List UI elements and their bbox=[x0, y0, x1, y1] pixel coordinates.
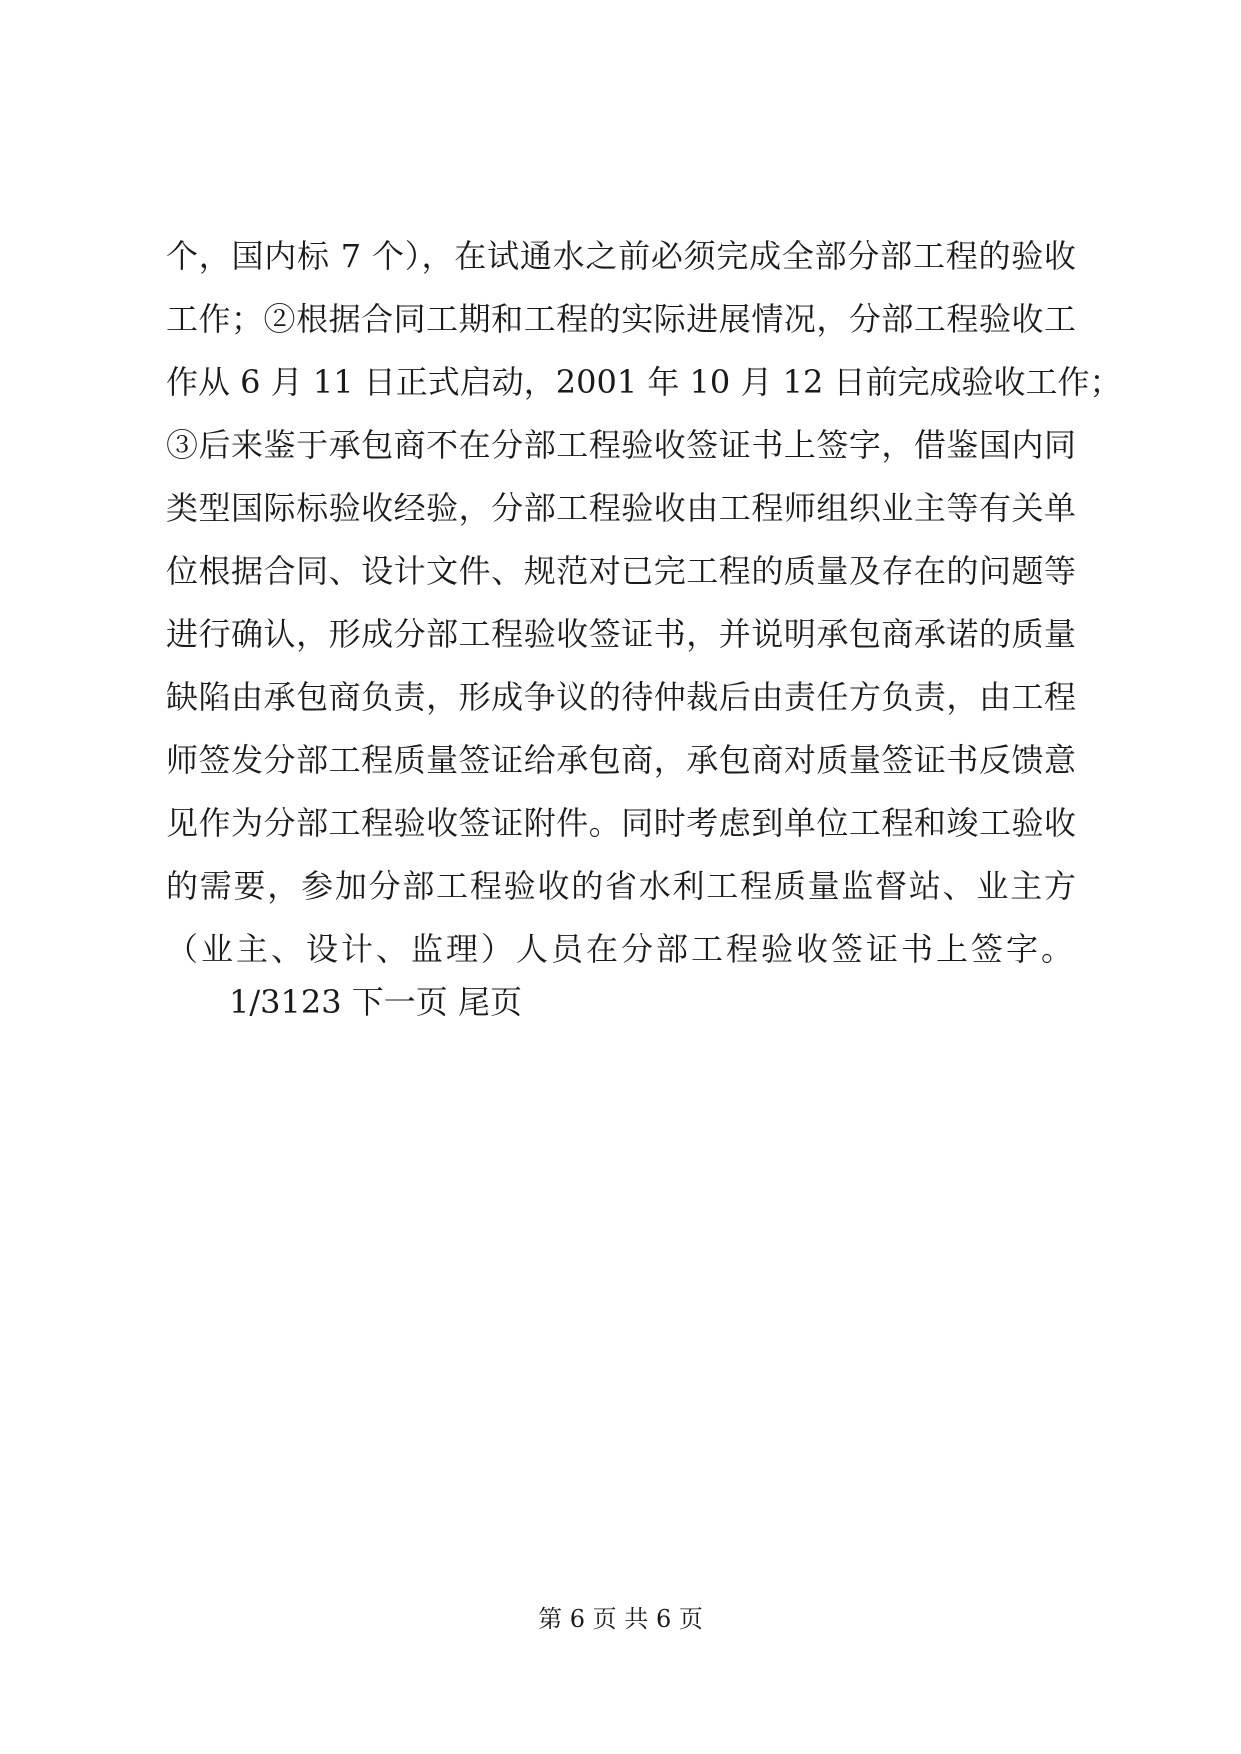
paragraph-line: 师签发分部工程质量签证给承包商，承包商对质量签证书反馈意 bbox=[166, 741, 1076, 779]
page-indicator: 1/3123 bbox=[229, 983, 342, 1021]
body-paragraph bbox=[166, 232, 1122, 988]
next-page-link[interactable]: 下一页 bbox=[351, 983, 448, 1021]
paragraph-line: 个，国内标 7 个），在试通水之前必须完成全部分部工程的验收 bbox=[166, 237, 1076, 275]
paragraph-line: ③后来鉴于承包商不在分部工程验收签证书上签字，借鉴国内同 bbox=[166, 426, 1076, 464]
last-page-link[interactable]: 尾页 bbox=[457, 983, 522, 1021]
paragraph-line: 缺陷由承包商负责，形成争议的待仲裁后由责任方负责，由工程 bbox=[166, 678, 1076, 716]
paragraph-line: 的需要，参加分部工程验收的省水利工程质量监督站、业主方 bbox=[166, 867, 1076, 905]
pagination-nav bbox=[229, 978, 522, 1026]
paragraph-line: （业主、设计、监理）人员在分部工程验收签证书上签字。 bbox=[166, 930, 1077, 968]
page-number-label: 第 6 页 共 6 页 bbox=[538, 1605, 703, 1633]
paragraph-line: 类型国际标验收经验，分部工程验收由工程师组织业主等有关单 bbox=[166, 489, 1076, 527]
page-footer bbox=[0, 1603, 1241, 1635]
paragraph-line: 作从 6 月 11 日正式启动，2001 年 10 月 12 日前完成验收工作； bbox=[166, 363, 1122, 401]
paragraph-line: 见作为分部工程验收签证附件。同时考虑到单位工程和竣工验收 bbox=[166, 804, 1076, 842]
paragraph-line: 工作；②根据合同工期和工程的实际进展情况，分部工程验收工 bbox=[166, 300, 1076, 338]
paragraph-line: 进行确认，形成分部工程验收签证书，并说明承包商承诺的质量 bbox=[166, 615, 1076, 653]
paragraph-line: 位根据合同、设计文件、规范对已完工程的质量及存在的问题等 bbox=[166, 552, 1076, 590]
